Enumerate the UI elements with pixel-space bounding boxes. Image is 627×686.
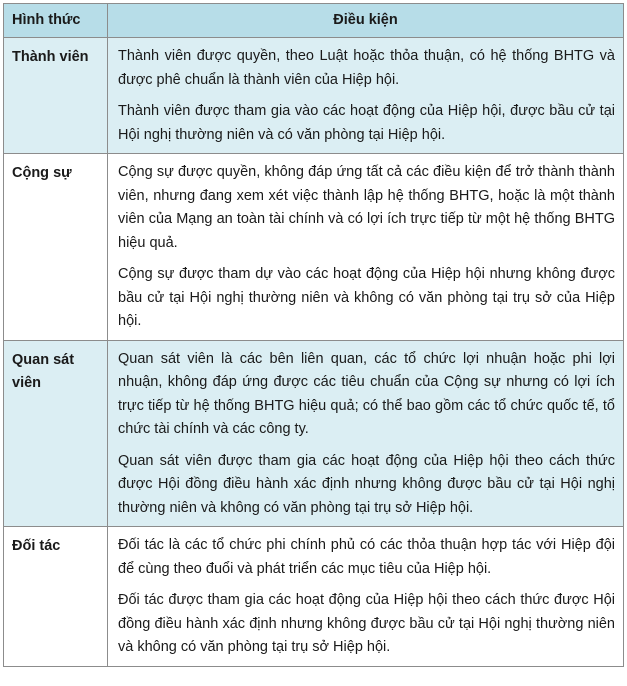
paragraph: Cộng sự được tham dự vào các hoạt động của Hiệp hội nhưng không được bầu cử tại Hội nghị thường niên và không có văn phòng tại trụ sở của Hiệp hội. (118, 266, 615, 329)
paragraph: Cộng sự được quyền, không đáp ứng tất cả các điều kiện để trở thành thành viên, nhưng đang xem xét việc thành lập hệ thống BHTG, hoặc là một thành viên của Mạng an toàn tài chính và có lợi ích trực tiếp từ một hệ thống BHTG hiệu quả. (118, 164, 615, 251)
table-row-member (4, 38, 624, 154)
row-type-observer: Quan sát viên (4, 340, 108, 527)
table-header-row (4, 4, 624, 38)
row-desc-associate (108, 154, 624, 341)
paragraph: Thành viên được quyền, theo Luật hoặc thỏa thuận, có hệ thống BHTG và được phê chuẩn là thành viên của Hiệp hội. (118, 48, 615, 88)
paragraph: Quan sát viên được tham gia các hoạt động của Hiệp hội theo cách thức được Hội đồng điều hành xác định nhưng không được bầu cử tại Hội nghị thường niên và không có văn phòng tại trụ sở Hiệp hội. (118, 452, 615, 516)
row-desc-observer (108, 340, 624, 527)
header-form: Hình thức (4, 4, 108, 38)
table-row-observer (4, 340, 624, 527)
membership-table (3, 3, 624, 667)
table-row-partner (4, 527, 624, 667)
paragraph: Đối tác là các tổ chức phi chính phủ có các thỏa thuận hợp tác với Hiệp đội để cùng theo đuổi và phát triển các mục tiêu của Hiệp hội. (118, 537, 615, 577)
paragraph: Thành viên được tham gia vào các hoạt động của Hiệp hội, được bầu cử tại Hội nghị thường niên và có văn phòng tại Hiệp hội. (118, 103, 615, 143)
row-desc-partner (108, 527, 624, 667)
table-row-associate (4, 154, 624, 341)
row-type-associate: Cộng sự (4, 154, 108, 341)
header-condition: Điều kiện (108, 4, 624, 38)
row-desc-member (108, 38, 624, 154)
row-type-member: Thành viên (4, 38, 108, 154)
row-type-partner: Đối tác (4, 527, 108, 667)
paragraph: Quan sát viên là các bên liên quan, các tổ chức lợi nhuận hoặc phi lợi nhuận, không đáp ứng được các tiêu chuẩn của Cộng sự nhưng có lợi ích trực tiếp từ hệ thống BHTG hiệu quả; có thể bao gồm các tổ chức quốc tế, tổ chức tài chính và các công ty. (118, 350, 615, 437)
paragraph: Đối tác được tham gia các hoạt động của Hiệp hội theo cách thức được Hội đồng điều hành xác định nhưng không được bầu cử tại Hội nghị thường niên và không có văn phòng tại trụ sở Hiệp hội. (118, 592, 615, 655)
